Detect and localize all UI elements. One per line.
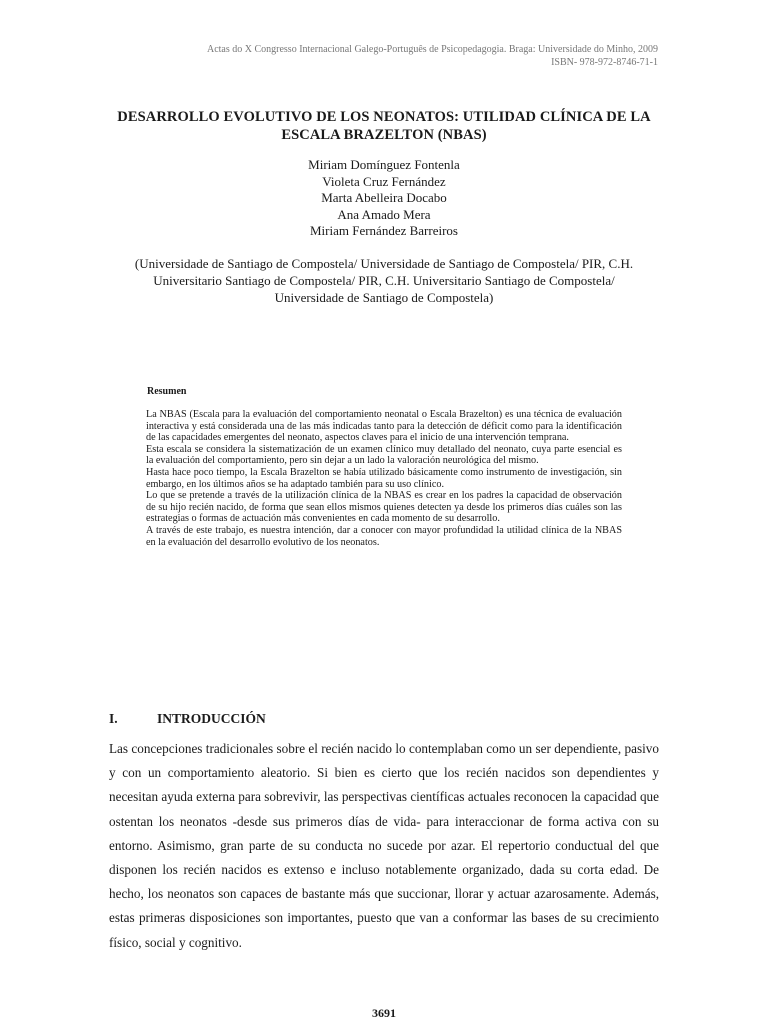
affiliation-line-1: (Universidade de Santiago de Compostela/ Universidade de Santiago de Compostela/ PIR, C.H. [134,256,634,271]
header-isbn-line: ISBN- 978-972-8746-71-1 [551,57,658,68]
abstract-heading: Resumen [147,386,187,397]
author: Miriam Fernández Barreiros [309,223,458,238]
author: Miriam Domínguez Fontenla [308,157,460,172]
affiliation-line-3: Universidade de Santiago de Compostela) [274,290,494,305]
author: Ana Amado Mera [337,206,431,222]
paper-title [100,108,668,144]
abstract-paragraph: Esta escala se considera la sistematización de un examen clínico muy detallado del neonato, cuya parte esencial es la evaluación del comportamiento, pero sin dejar a un lado la valoración neurológica del mismo. [146,443,622,467]
header-conference-line: Actas do X Congresso Internacional Galego-Português de Psicopedagogia. Braga: Universidade do Minho, 2009 [206,44,658,55]
author: Marta Abelleira Docabo [321,190,447,205]
abstract-paragraph: Lo que se pretende a través de la utilización clínica de la NBAS es crear en los padres la capacidad de observación de su hijo recién nacido, de forma que sean ellos mismos quienes detecten ya desde los primeros días cuáles son las estrategias o formas de actuación más convenientes en cada momento de su desarrollo. [146,490,622,525]
author-list [100,157,668,240]
title-line-2: ESCALA BRAZELTON (NBAS) [281,127,487,143]
page-number: 3691 [372,1006,396,1020]
abstract-body [146,409,622,548]
section-title: INTRODUCCIÓN [157,711,266,726]
abstract-paragraph: A través de este trabajo, es nuestra intención, dar a conocer con mayor profundidad la utilidad clínica de la NBAS en la evaluación del desarrollo evolutivo de los neonatos. [146,524,622,548]
affiliation [100,255,668,306]
abstract-paragraph: La NBAS (Escala para la evaluación del comportamiento neonatal o Escala Brazelton) es una técnica de evaluación interactiva y está considerada una de las más indicadas tanto para la detección de déficit como para la identificación de las capacidades emergentes del neonato, aspectos claves para el inicio de una intervención temprana. [146,409,622,444]
section-number: I. [109,711,118,726]
title-line-1: DESARROLLO EVOLUTIVO DE LOS NEONATOS: UTILIDAD CLÍNICA DE LA [117,109,651,125]
intro-paragraph: Las concepciones tradicionales sobre el recién nacido lo contemplaban como un ser dependiente, pasivo y con un comportamiento aleatorio. Si bien es cierto que los recién nacidos son dependientes y necesitan ayuda externa para sobrevivir, las perspectivas científicas actuales reconocen la capacidad que ostentan los neonatos -desde sus primeros días de vida- para interaccionar de forma activa con su entorno. Asimismo, gran parte de su conducta no sucede por azar. El repertorio conductual del que disponen los recién nacidos es extenso e incluso notablemente organizado, dada su corta edad. De hecho, los neonatos son capaces de bastante más que succionar, llorar y actuar azarosamente. Además, estas primeras disposiciones son importantes, puesto que van a conformar las bases de su crecimiento físico, social y cognitivo. [109,741,659,950]
author: Violeta Cruz Fernández [322,173,446,189]
affiliation-line-2: Universitario Santiago de Compostela/ PIR, C.H. Universitario Santiago de Compostela/ [153,273,615,288]
section-heading [109,711,266,727]
running-header [207,43,658,69]
abstract-paragraph: Hasta hace poco tiempo, la Escala Brazelton se había utilizado básicamente como instrumento de investigación, sin embargo, en los últimos años se ha adaptado también para su uso clínico. [146,466,622,490]
